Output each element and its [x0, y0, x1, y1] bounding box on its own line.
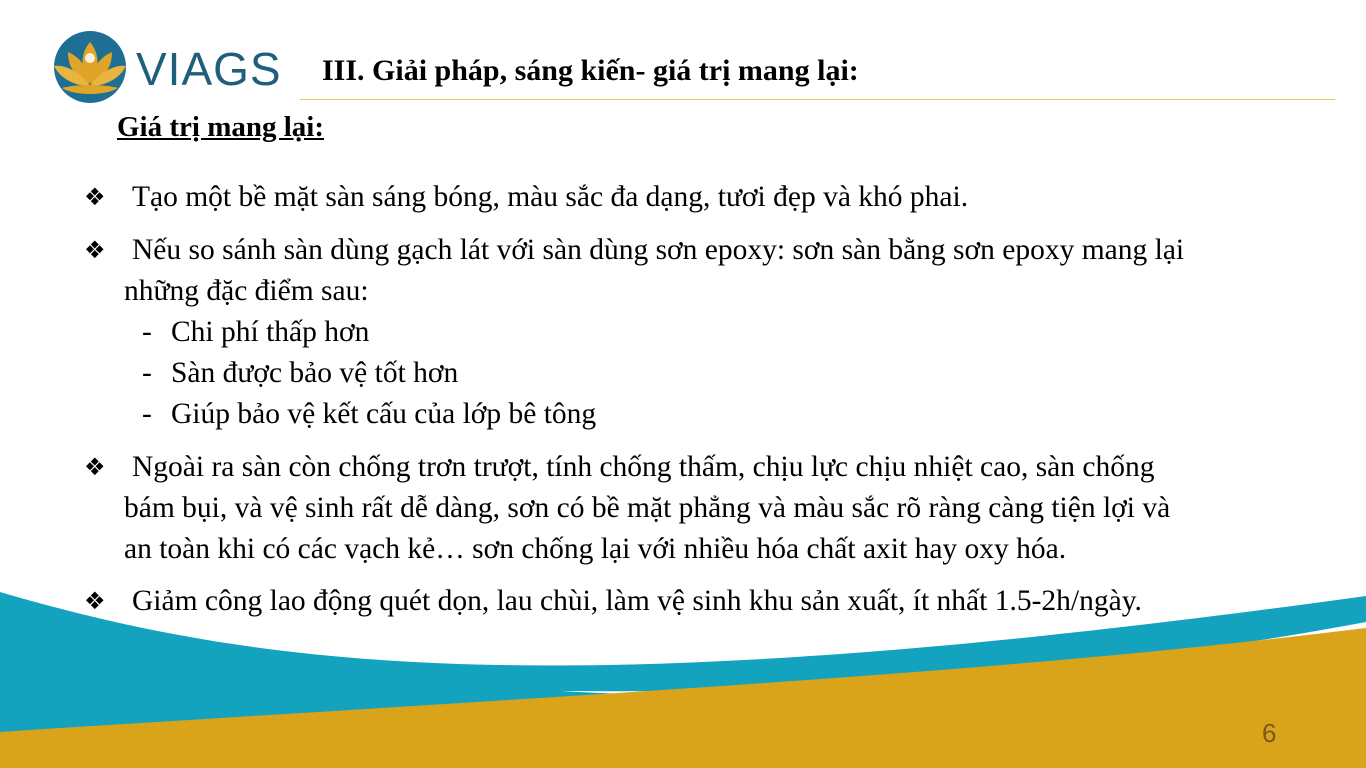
viags-logo [48, 30, 288, 104]
bullet-line: Giảm công lao động quét dọn, lau chùi, làm vệ sinh khu sản xuất, ít nhất 1.5-2h/ngày. [132, 585, 1142, 617]
page-number: 6 [1262, 718, 1277, 748]
sub-item-text: Giúp bảo vệ kết cấu của lớp bê tông [171, 398, 597, 430]
bullet-line: những đặc điểm sau: [124, 275, 369, 307]
diamond-bullet-icon: ❖ [84, 183, 106, 211]
diamond-bullet-icon: ❖ [84, 236, 106, 264]
lotus-icon [48, 30, 132, 104]
bullet-line: Tạo một bề mặt sàn sáng bóng, màu sắc đa dạng, tươi đẹp và khó phai. [132, 181, 969, 213]
title-divider [300, 99, 1335, 100]
logo-text: VIAGS [136, 43, 282, 95]
sub-item-text: Sàn được bảo vệ tốt hơn [171, 357, 459, 389]
bullet-line: bám bụi, và vệ sinh rất dễ dàng, sơn có bề mặt phẳng và màu sắc rõ ràng càng tiện lợi và [124, 492, 1171, 524]
sub-item-text: Chi phí thấp hơn [171, 316, 370, 348]
diamond-bullet-icon: ❖ [84, 587, 106, 615]
sub-item-dash: - [142, 357, 152, 389]
bullet-line: Nếu so sánh sàn dùng gạch lát với sàn dùng sơn epoxy: sơn sàn bằng sơn epoxy mang lại [132, 234, 1185, 266]
section-subtitle: Giá trị mang lại: [117, 111, 325, 143]
slide-title: III. Giải pháp, sáng kiến- giá trị mang lại: [322, 54, 859, 87]
bullet-line: Ngoài ra sàn còn chống trơn trượt, tính chống thấm, chịu lực chịu nhiệt cao, sàn chống [132, 451, 1155, 483]
sub-item-dash: - [142, 316, 152, 348]
bullet-line: an toàn khi có các vạch kẻ… sơn chống lại với nhiều hóa chất axit hay oxy hóa. [124, 533, 1067, 565]
diamond-bullet-icon: ❖ [84, 453, 106, 481]
sub-item-dash: - [142, 398, 152, 430]
